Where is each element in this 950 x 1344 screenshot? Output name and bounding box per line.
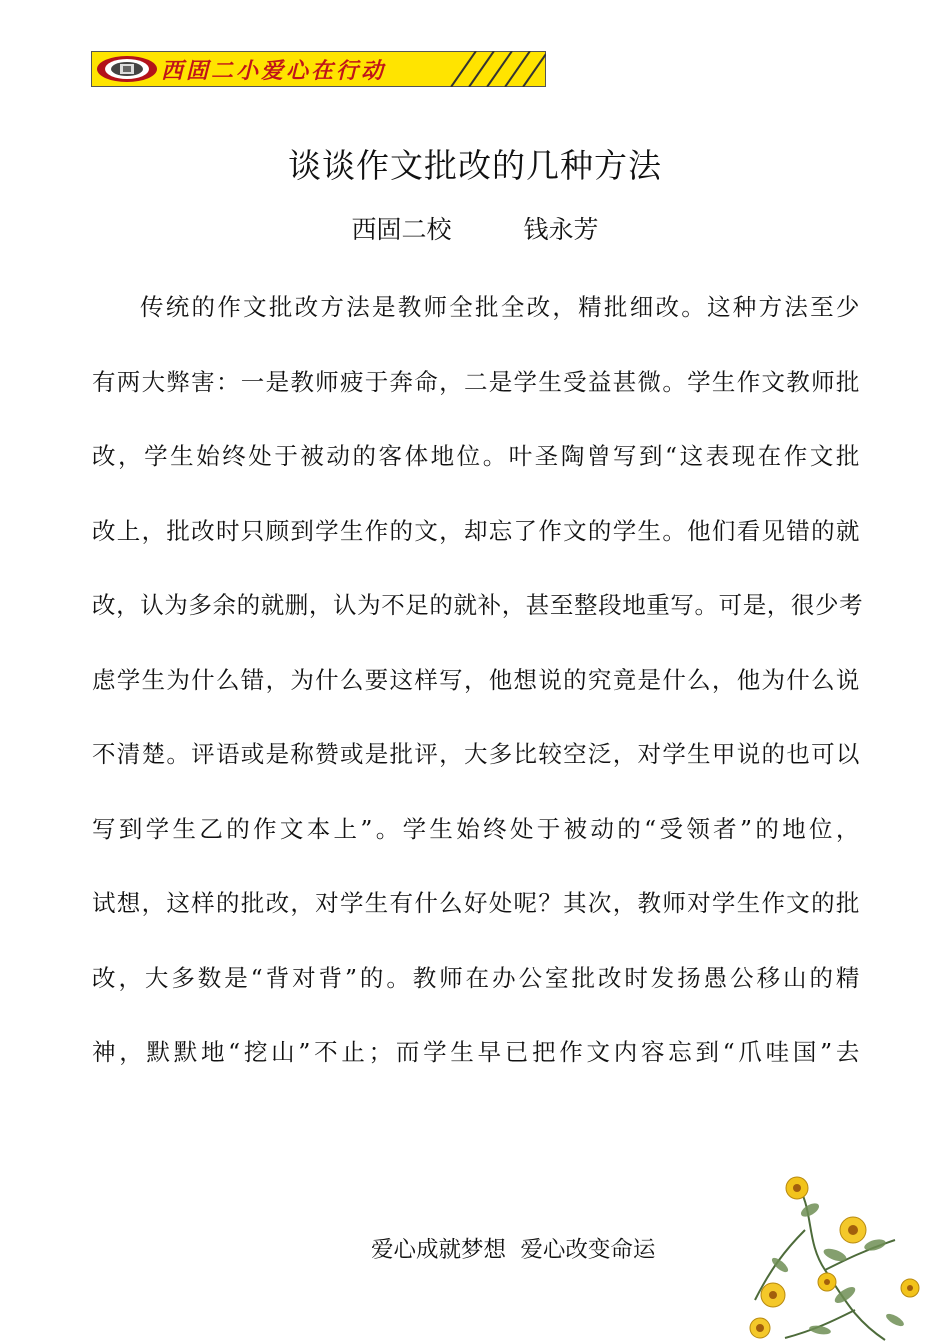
- body-paragraph: [92, 270, 864, 1090]
- text-line: 改，学生始终处于被动的客体地位。叶圣陶曾写到“这表现在作文批: [92, 442, 860, 470]
- text-line: 有两大弊害：一是教师疲于奔命，二是学生受益甚微。学生作文教师批: [92, 367, 860, 396]
- banner-title: 西固二小爱心在行动: [161, 59, 387, 84]
- text-line: 传统的作文批改方法是教师全批全改，精批细改。这种方法至少: [140, 293, 860, 321]
- byline: [0, 210, 950, 246]
- text-line: 写到学生乙的作文本上”。学生始终处于被动的“受领者”的地位，: [92, 814, 860, 843]
- header-banner: [91, 51, 546, 87]
- slogan-part-1: 爱心成就梦想: [371, 1237, 507, 1263]
- author-name: 钱永芳: [523, 215, 599, 244]
- text-line: 改上，批改时只顾到学生作的文，却忘了作文的学生。他们看见错的就: [92, 516, 860, 545]
- document-title: 谈谈作文批改的几种方法: [288, 146, 662, 185]
- text-line: 神，默默地“挖山”不止；而学生早已把作文内容忘到“爪哇国”去: [92, 1038, 860, 1066]
- text-line: 试想，这样的批改，对学生有什么好处呢？其次，教师对学生作文的批: [92, 889, 860, 917]
- text-line: 改，大多数是“背对背”的。教师在办公室批改时发扬愚公移山的精: [92, 963, 860, 992]
- school-name: 西固二校: [351, 215, 452, 244]
- text-line: 虑学生为什么错，为什么要这样写，他想说的究竟是什么，他为什么说: [92, 665, 860, 694]
- chrysanthemum-flowers-icon: [735, 1170, 945, 1344]
- school-logo-icon: [97, 56, 157, 82]
- slogan-part-2: 爱心改变命运: [520, 1237, 656, 1263]
- text-line: 改，认为多余的就删，认为不足的就补，甚至整段地重写。可是，很少考: [92, 591, 864, 619]
- footer-slogan: [371, 1232, 655, 1264]
- text-line: 不清楚。评语或是称赞或是批评，大多比较空泛，对学生甲说的也可以: [92, 740, 860, 768]
